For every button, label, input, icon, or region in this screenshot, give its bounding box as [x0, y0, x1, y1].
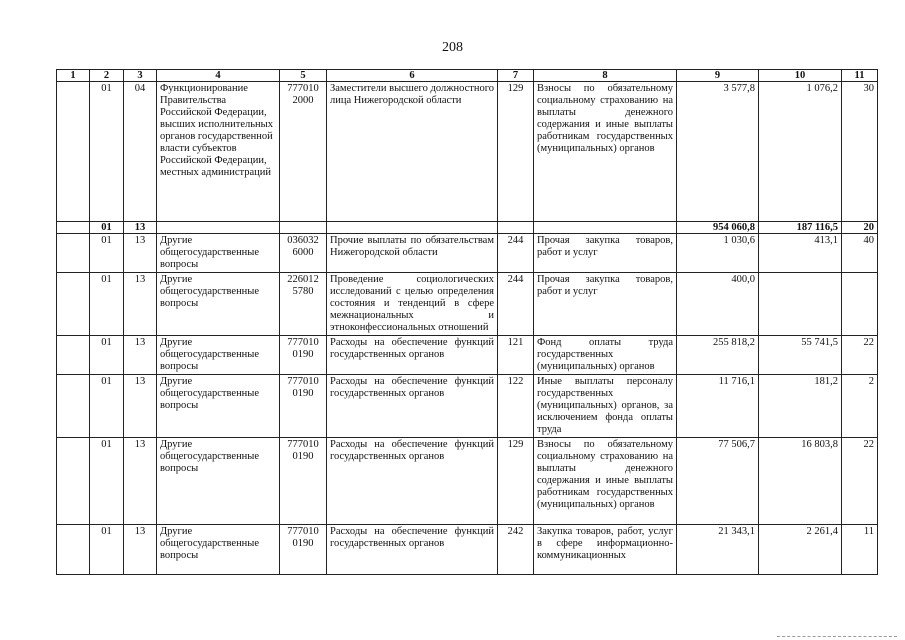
cell-percent: [842, 273, 878, 336]
cell-section: 01: [90, 273, 124, 336]
cell-target-name: Проведение социологических исследований с целью определения состояния и тенденций в сфере межнациональных и этноконфессиональных отношений: [327, 273, 498, 336]
column-header: 6: [327, 70, 498, 82]
cell-subsection: 13: [124, 273, 157, 336]
cell-amount: 11 716,1: [677, 375, 759, 438]
cell-executed: 187 116,5: [759, 222, 842, 234]
cell-executed: 413,1: [759, 234, 842, 273]
cell-section: 01: [90, 234, 124, 273]
cell-executed: 2 261,4: [759, 525, 842, 575]
cell-target-code: [280, 222, 327, 234]
cell-subsection: 13: [124, 525, 157, 575]
cell-target-name: Заместители высшего должностного лица Нижегородской области: [327, 82, 498, 222]
cell-target-code: 226012 5780: [280, 273, 327, 336]
cell-subsection-name: Другие общегосударственные вопросы: [157, 525, 280, 575]
cell-section: 01: [90, 222, 124, 234]
column-header: 11: [842, 70, 878, 82]
cell-expense-name: Прочая закупка товаров, работ и услуг: [534, 234, 677, 273]
column-header: 3: [124, 70, 157, 82]
cell-target-code: 777010 0190: [280, 438, 327, 525]
column-header: 9: [677, 70, 759, 82]
cell-col1: [57, 375, 90, 438]
cell-expense-name: Взносы по обязательному социальному страхованию на выплаты денежного содержания и иные выплаты работникам государственных (муниципальных) органов: [534, 82, 677, 222]
cell-amount: 954 060,8: [677, 222, 759, 234]
cell-target-name: Расходы на обеспечение функций государственных органов: [327, 336, 498, 375]
header-row: [57, 70, 878, 82]
cell-subsection: 13: [124, 438, 157, 525]
cell-subsection-name: Другие общегосударственные вопросы: [157, 375, 280, 438]
cell-amount: 21 343,1: [677, 525, 759, 575]
table-row: [57, 438, 878, 525]
column-header: 5: [280, 70, 327, 82]
cell-amount: 255 818,2: [677, 336, 759, 375]
cell-subsection-name: Другие общегосударственные вопросы: [157, 336, 280, 375]
cell-expense-type: 244: [498, 234, 534, 273]
cell-target-code: 036032 6000: [280, 234, 327, 273]
table-row: [57, 234, 878, 273]
table-row: [57, 82, 878, 222]
cell-subsection-name: Другие общегосударственные вопросы: [157, 438, 280, 525]
cell-subsection: 13: [124, 234, 157, 273]
cell-target-code: 777010 0190: [280, 375, 327, 438]
cell-executed: 16 803,8: [759, 438, 842, 525]
column-header: 1: [57, 70, 90, 82]
scan-edge-artifact: [777, 636, 897, 638]
cell-percent: 22: [842, 438, 878, 525]
cell-expense-type: 129: [498, 82, 534, 222]
cell-target-code: 777010 2000: [280, 82, 327, 222]
cell-col1: [57, 525, 90, 575]
cell-executed: 55 741,5: [759, 336, 842, 375]
cell-percent: 20: [842, 222, 878, 234]
cell-expense-name: Иные выплаты персоналу государственных (муниципальных) органов, за исключением фонда оплаты труда: [534, 375, 677, 438]
cell-subsection-name: Функционирование Правительства Российской Федерации, высших исполнительных органов государственной власти субъектов Российской Федерации, местных администраций: [157, 82, 280, 222]
cell-percent: 30: [842, 82, 878, 222]
cell-target-code: 777010 0190: [280, 336, 327, 375]
table-row: [57, 525, 878, 575]
cell-expense-type: 129: [498, 438, 534, 525]
cell-subsection: 13: [124, 222, 157, 234]
cell-amount: 77 506,7: [677, 438, 759, 525]
cell-section: 01: [90, 438, 124, 525]
cell-expense-type: 121: [498, 336, 534, 375]
table-row: [57, 336, 878, 375]
cell-expense-type: 242: [498, 525, 534, 575]
cell-expense-type: [498, 222, 534, 234]
cell-amount: 3 577,8: [677, 82, 759, 222]
cell-section: 01: [90, 375, 124, 438]
cell-expense-name: [534, 222, 677, 234]
column-header: 8: [534, 70, 677, 82]
cell-col1: [57, 222, 90, 234]
column-header: 4: [157, 70, 280, 82]
cell-col1: [57, 336, 90, 375]
cell-expense-name: Фонд оплаты труда государственных (муниципальных) органов: [534, 336, 677, 375]
cell-col1: [57, 82, 90, 222]
cell-percent: 22: [842, 336, 878, 375]
cell-amount: 400,0: [677, 273, 759, 336]
page-number: 208: [442, 40, 463, 55]
subtotal-row: [57, 222, 878, 234]
cell-target-name: Расходы на обеспечение функций государственных органов: [327, 438, 498, 525]
cell-subsection: 13: [124, 336, 157, 375]
cell-percent: 40: [842, 234, 878, 273]
cell-expense-name: Взносы по обязательному социальному страхованию на выплаты денежного содержания и иные выплаты работникам государственных (муниципальных) органов: [534, 438, 677, 525]
cell-percent: 11: [842, 525, 878, 575]
cell-subsection-name: [157, 222, 280, 234]
column-header: 10: [759, 70, 842, 82]
table-row: [57, 375, 878, 438]
budget-table: [56, 69, 878, 575]
cell-target-name: Расходы на обеспечение функций государственных органов: [327, 525, 498, 575]
cell-target-name: Прочие выплаты по обязательствам Нижегородской области: [327, 234, 498, 273]
cell-target-name: [327, 222, 498, 234]
cell-subsection-name: Другие общегосударственные вопросы: [157, 273, 280, 336]
cell-expense-type: 122: [498, 375, 534, 438]
cell-percent: 2: [842, 375, 878, 438]
cell-target-code: 777010 0190: [280, 525, 327, 575]
cell-expense-name: Закупка товаров, работ, услуг в сфере информационно-коммуникационных: [534, 525, 677, 575]
column-header: 7: [498, 70, 534, 82]
cell-subsection: 04: [124, 82, 157, 222]
cell-col1: [57, 438, 90, 525]
cell-expense-type: 244: [498, 273, 534, 336]
cell-subsection-name: Другие общегосударственные вопросы: [157, 234, 280, 273]
cell-section: 01: [90, 336, 124, 375]
cell-col1: [57, 273, 90, 336]
cell-expense-name: Прочая закупка товаров, работ и услуг: [534, 273, 677, 336]
cell-executed: 181,2: [759, 375, 842, 438]
cell-target-name: Расходы на обеспечение функций государственных органов: [327, 375, 498, 438]
table-row: [57, 273, 878, 336]
cell-col1: [57, 234, 90, 273]
cell-subsection: 13: [124, 375, 157, 438]
column-header: 2: [90, 70, 124, 82]
cell-section: 01: [90, 82, 124, 222]
cell-executed: 1 076,2: [759, 82, 842, 222]
cell-section: 01: [90, 525, 124, 575]
cell-executed: [759, 273, 842, 336]
cell-amount: 1 030,6: [677, 234, 759, 273]
